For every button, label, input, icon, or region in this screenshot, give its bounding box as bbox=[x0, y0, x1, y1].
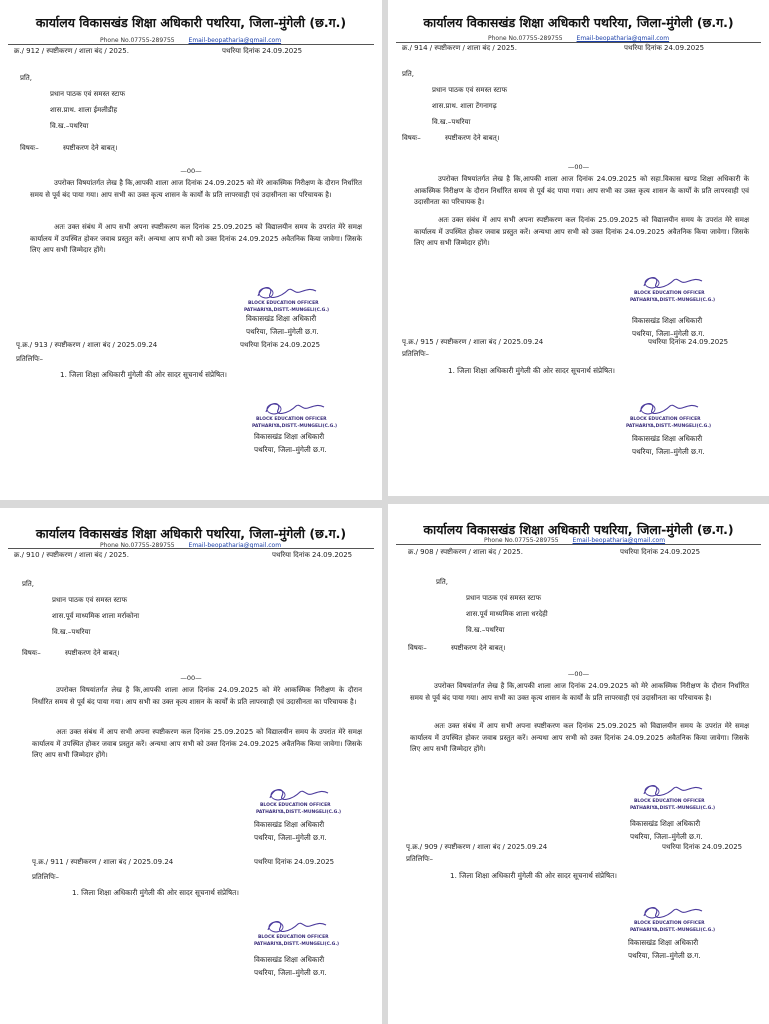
phone-number: Phone No.07755-289755 bbox=[100, 37, 175, 44]
email-link[interactable]: Email-beopatharia@gmail.com bbox=[188, 542, 282, 549]
copy-label: प्रतिलिपिः– bbox=[16, 355, 44, 363]
signer-place: पथरिया, जिला–मुंगेली छ.ग. bbox=[254, 833, 327, 842]
signature-block bbox=[630, 817, 703, 843]
copy-recipient: 1. जिला शिक्षा अधिकारी मुंगेली की ओर सादर सूचनार्थ संप्रेषित। bbox=[448, 366, 615, 375]
letter-page bbox=[0, 0, 382, 500]
reference-line bbox=[408, 548, 759, 557]
addressee-line: वि.ख.–पथरिया bbox=[52, 628, 91, 636]
copy-reference-date: पथरिया दिनांक 24.09.2025 bbox=[240, 341, 321, 349]
body-paragraph-2: अतः उक्त संबंध में आप सभी अपना स्पष्टीकरण कल दिनांक 25.09.2025 को विद्यालयीन समय के उपरांत मेरे समक्ष कार्यालय में उपस्थित होकर जवाब प्रस्तुत करें। अन्यथा आप सभी को उक्त दिनांक 24.09.2025 अवैतनिक किया जावेगा। जिसके लिए आप सभी जिम्मेदार होंगे। bbox=[30, 223, 362, 254]
copy-reference-line bbox=[402, 338, 759, 347]
stamp-line-2: PATHARIYA,DISTT.-MUNGELI(C.G.) bbox=[626, 424, 712, 429]
to-label: प्रति, bbox=[436, 578, 449, 586]
copy-reference-line bbox=[406, 843, 759, 852]
stamp-line-1: BLOCK EDUCATION OFFICER bbox=[256, 417, 327, 422]
signer-place: पथरिया, जिला–मुंगेली छ.ग. bbox=[246, 327, 319, 336]
divider-mark: —00— bbox=[567, 163, 590, 171]
addressee-line: वि.ख.–पथरिया bbox=[432, 118, 471, 126]
divider-mark: —00— bbox=[567, 670, 590, 678]
signature-stamp bbox=[252, 784, 342, 816]
office-title: कार्यालय विकासखंड शिक्षा अधिकारी पथरिया, जिला-मुंगेली (छ.ग.) bbox=[423, 522, 734, 537]
header-rule bbox=[8, 548, 374, 549]
email-link[interactable]: Email-beopatharia@gmail.com bbox=[572, 537, 666, 544]
stamp-line-2: PATHARIYA,DISTT.-MUNGELI(C.G.) bbox=[244, 308, 330, 313]
signer-title: विकासखंड शिक्षा अधिकारी bbox=[630, 819, 701, 828]
stamp-line-2: PATHARIYA,DISTT.-MUNGELI(C.G.) bbox=[256, 810, 342, 815]
addressee-line: शास.पूर्व माध्यमिक शाला मर्राकोना bbox=[52, 612, 140, 620]
body-paragraph-1: उपरोक्त विषयांतर्गत लेख है कि,आपकी शाला आज दिनांक 24.09.2025 को मेरे आकस्मिक निरीक्षण के दौरान निर्धारित समय से पूर्व बंद पाया गया। आप सभी का उक्त कृत्य शासन के कार्यों के प्रति लापरवाही एवं उदासीनता का परिचायक है। bbox=[410, 682, 749, 702]
copy-recipient: 1. जिला शिक्षा अधिकारी मुंगेली की ओर सादर सूचनार्थ संप्रेषित। bbox=[72, 888, 239, 897]
reference-line bbox=[14, 47, 372, 56]
to-label: प्रति, bbox=[20, 74, 33, 82]
stamp-line-2: PATHARIYA,DISTT.-MUNGELI(C.G.) bbox=[252, 424, 338, 429]
subject-text: स्पष्टीकरण देने बाबत्। bbox=[450, 644, 506, 652]
stamp-line-2: PATHARIYA,DISTT.-MUNGELI(C.G.) bbox=[254, 942, 340, 947]
subject-label: विषयः– bbox=[408, 644, 427, 652]
signature-block bbox=[628, 936, 701, 962]
signer-place: पथरिया, जिला–मुंगेली छ.ग. bbox=[630, 832, 703, 841]
reference-number: क्र./ 908 / स्पष्टीकरण / शाला बंद / 2025. bbox=[408, 548, 523, 556]
signature-stamp bbox=[250, 916, 340, 948]
reference-line bbox=[402, 44, 759, 53]
copy-reference-number: पृ.क्र./ 913 / स्पष्टीकरण / शाला बंद / 2025.09.24 bbox=[16, 341, 158, 349]
copy-reference-line bbox=[16, 341, 372, 350]
copy-label: प्रतिलिपिः– bbox=[32, 873, 60, 881]
header-rule bbox=[396, 42, 761, 43]
contact-line bbox=[488, 35, 669, 42]
addressee-line: प्रधान पाठक एवं समस्त स्टाफ bbox=[432, 86, 507, 94]
stamp-line-2: PATHARIYA,DISTT.-MUNGELI(C.G.) bbox=[630, 806, 716, 811]
stamp-line-1: BLOCK EDUCATION OFFICER bbox=[260, 803, 331, 808]
addressee-block bbox=[436, 574, 548, 638]
subject-line bbox=[408, 644, 505, 653]
contact-line bbox=[484, 537, 665, 544]
signer-title: विकासखंड शिक्षा अधिकारी bbox=[254, 820, 325, 829]
signer-title: विकासखंड शिक्षा अधिकारी bbox=[254, 432, 325, 441]
copy-recipient: 1. जिला शिक्षा अधिकारी मुंगेली की ओर सादर सूचनार्थ संप्रेषित। bbox=[450, 871, 617, 880]
email-link[interactable]: Email-beopatharia@gmail.com bbox=[188, 37, 282, 44]
office-title: कार्यालय विकासखंड शिक्षा अधिकारी पथरिया, जिला-मुंगेली (छ.ग.) bbox=[35, 526, 347, 541]
subject-label: विषयः– bbox=[20, 144, 39, 152]
body-paragraph-1: उपरोक्त विषयांतर्गत लेख है कि,आपकी शाला आज दिनांक 24.09.2025 को मेरे आकस्मिक निरीक्षण के दौरान निर्धारित समय से पूर्व बंद पाया गया। आप सभी का उक्त कृत्य शासन के कार्यों के प्रति लापरवाही एवं उदासीनता का परिचायक है। bbox=[32, 686, 362, 706]
stamp-line-1: BLOCK EDUCATION OFFICER bbox=[630, 417, 701, 422]
header-rule bbox=[8, 44, 374, 45]
subject-line bbox=[20, 144, 117, 153]
office-title: कार्यालय विकासखंड शिक्षा अधिकारी पथरिया, जिला-मुंगेली (छ.ग.) bbox=[423, 15, 734, 30]
stamp-line-1: BLOCK EDUCATION OFFICER bbox=[634, 921, 705, 926]
addressee-line: प्रधान पाठक एवं समस्त स्टाफ bbox=[466, 594, 541, 602]
addressee-line: वि.ख.–पथरिया bbox=[50, 122, 89, 130]
addressee-line: शास.प्राथ. शाला ईमलीडीह bbox=[50, 106, 118, 114]
body-paragraph-2: अतः उक्त संबंध में आप सभी अपना स्पष्टीकरण कल दिनांक 25.09.2025 को विद्यालयीन समय के उपरांत मेरे समक्ष कार्यालय में उपस्थित होकर जवाब प्रस्तुत करें। अन्यथा आप सभी को उक्त दिनांक 24.09.2025 अवैतनिक किया जावेगा। जिसके लिए आप सभी जिम्मेदार होंगे। bbox=[410, 722, 749, 753]
copy-label: प्रतिलिपिः– bbox=[406, 855, 434, 863]
signature-block bbox=[246, 312, 319, 338]
stamp-line-1: BLOCK EDUCATION OFFICER bbox=[634, 799, 705, 804]
copy-reference-number: पृ.क्र./ 911 / स्पष्टीकरण / शाला बंद / 2025.09.24 bbox=[32, 858, 174, 866]
phone-number: Phone No.07755-289755 bbox=[100, 542, 175, 549]
reference-number: क्र./ 912 / स्पष्टीकरण / शाला बंद / 2025. bbox=[14, 47, 129, 55]
stamp-line-2: PATHARIYA,DISTT.-MUNGELI(C.G.) bbox=[630, 928, 716, 933]
subject-line bbox=[402, 134, 499, 143]
signature-stamp bbox=[248, 398, 338, 430]
reference-date: पथरिया दिनांक 24.09.2025 bbox=[624, 44, 705, 52]
signature-stamp bbox=[240, 282, 330, 314]
signature-block bbox=[632, 432, 705, 458]
signer-title: विकासखंड शिक्षा अधिकारी bbox=[246, 314, 317, 323]
stamp-line-1: BLOCK EDUCATION OFFICER bbox=[258, 935, 329, 940]
subject-label: विषयः– bbox=[22, 649, 41, 657]
copy-reference-number: पृ.क्र./ 915 / स्पष्टीकरण / शाला बंद / 2025.09.24 bbox=[402, 338, 544, 346]
signature-block bbox=[254, 953, 327, 979]
addressee-line: शास.प्राथ. शाला टेंगनागढ़ bbox=[432, 102, 497, 110]
body-paragraph-2: अतः उक्त संबंध में आप सभी अपना स्पष्टीकरण कल दिनांक 25.09.2025 को विद्यालयीन समय के उपरांत मेरे समक्ष कार्यालय में उपस्थित होकर जवाब प्रस्तुत करें। अन्यथा आप सभी को उक्त दिनांक 24.09.2025 अवैतनिक किया जावेगा। जिसके लिए आप सभी जिम्मेदार होंगे। bbox=[414, 216, 749, 247]
to-label: प्रति, bbox=[402, 70, 415, 78]
reference-line bbox=[14, 551, 372, 560]
signature-block bbox=[254, 430, 327, 456]
copy-reference-date: पथरिया दिनांक 24.09.2025 bbox=[254, 858, 335, 866]
subject-text: स्पष्टीकरण देने बाबत्। bbox=[62, 144, 118, 152]
contact-line bbox=[100, 37, 281, 44]
reference-date: पथरिया दिनांक 24.09.2025 bbox=[222, 47, 303, 55]
addressee-line: प्रधान पाठक एवं समस्त स्टाफ bbox=[52, 596, 127, 604]
signature-stamp bbox=[626, 902, 716, 934]
signer-title: विकासखंड शिक्षा अधिकारी bbox=[632, 316, 703, 325]
letter-page bbox=[388, 0, 769, 496]
addressee-line: शास.पूर्व माध्यमिक शाला धरदेही bbox=[466, 610, 548, 618]
addressee-block bbox=[20, 70, 125, 134]
subject-label: विषयः– bbox=[402, 134, 421, 142]
signature-stamp bbox=[626, 780, 716, 812]
addressee-line: प्रधान पाठक एवं समस्त स्टाफ bbox=[50, 90, 125, 98]
copy-reference-line bbox=[32, 858, 372, 867]
addressee-line: वि.ख.–पथरिया bbox=[466, 626, 505, 634]
signature-block bbox=[254, 818, 327, 844]
subject-text: स्पष्टीकरण देने बाबत्। bbox=[64, 649, 120, 657]
to-label: प्रति, bbox=[22, 580, 35, 588]
letter-page bbox=[388, 504, 769, 1024]
signer-place: पथरिया, जिला–मुंगेली छ.ग. bbox=[254, 968, 327, 977]
body-paragraph-1: उपरोक्त विषयांतर्गत लेख है कि,आपकी शाला आज दिनांक 24.09.2025 को सहा.विकास खण्ड शिक्षा अधिकारी के आकस्मिक निरीक्षण के दौरान निर्धारित समय से पूर्व बंद पाया गया। आप सभी का उक्त कृत्य शासन के कार्यों के प्रति लापरवाही एवं उदासीनता का परिचायक है। bbox=[414, 175, 749, 206]
reference-date: पथरिया दिनांक 24.09.2025 bbox=[272, 551, 353, 559]
divider-mark: —00— bbox=[180, 674, 202, 682]
signer-title: विकासखंड शिक्षा अधिकारी bbox=[628, 938, 699, 947]
subject-text: स्पष्टीकरण देने बाबत्। bbox=[444, 134, 500, 142]
stamp-line-2: PATHARIYA,DISTT.-MUNGELI(C.G.) bbox=[630, 298, 716, 303]
signer-place: पथरिया, जिला–मुंगेली छ.ग. bbox=[628, 951, 701, 960]
office-title: कार्यालय विकासखंड शिक्षा अधिकारी पथरिया, जिला-मुंगेली (छ.ग.) bbox=[35, 15, 347, 30]
copy-recipient: 1. जिला शिक्षा अधिकारी मुंगेली की ओर सादर सूचनार्थ संप्रेषित। bbox=[60, 370, 227, 379]
addressee-block bbox=[22, 576, 139, 640]
subject-line bbox=[22, 649, 119, 658]
phone-number: Phone No.07755-289755 bbox=[488, 35, 563, 42]
reference-date: पथरिया दिनांक 24.09.2025 bbox=[620, 548, 701, 556]
divider-mark: —00— bbox=[180, 167, 202, 175]
signer-place: पथरिया, जिला–मुंगेली छ.ग. bbox=[632, 447, 705, 456]
signer-title: विकासखंड शिक्षा अधिकारी bbox=[632, 434, 703, 443]
header-rule bbox=[396, 544, 761, 545]
signature-block bbox=[632, 314, 705, 340]
signature-stamp bbox=[626, 272, 716, 304]
signer-title: विकासखंड शिक्षा अधिकारी bbox=[254, 955, 325, 964]
reference-number: क्र./ 914 / स्पष्टीकरण / शाला बंद / 2025. bbox=[402, 44, 517, 52]
copy-reference-date: पथरिया दिनांक 24.09.2025 bbox=[648, 338, 729, 346]
email-link[interactable]: Email-beopatharia@gmail.com bbox=[576, 35, 670, 42]
reference-number: क्र./ 910 / स्पष्टीकरण / शाला बंद / 2025. bbox=[14, 551, 129, 559]
letter-page bbox=[0, 508, 382, 1024]
copy-reference-date: पथरिया दिनांक 24.09.2025 bbox=[662, 843, 743, 851]
signer-place: पथरिया, जिला–मुंगेली छ.ग. bbox=[254, 445, 327, 454]
stamp-line-1: BLOCK EDUCATION OFFICER bbox=[248, 301, 319, 306]
copy-label: प्रतिलिपिः– bbox=[402, 350, 430, 358]
addressee-block bbox=[402, 66, 507, 130]
phone-number: Phone No.07755-289755 bbox=[484, 537, 559, 544]
signature-stamp bbox=[622, 398, 712, 430]
body-paragraph-2: अतः उक्त संबंध में आप सभी अपना स्पष्टीकरण कल दिनांक 25.09.2025 को विद्यालयीन समय के उपरांत मेरे समक्ष कार्यालय में उपस्थित होकर जवाब प्रस्तुत करें। अन्यथा आप सभी को उक्त दिनांक 24.09.2025 अवैतनिक किया जावेगा। जिसके लिए आप सभी जिम्मेदार होंगे। bbox=[32, 728, 362, 759]
copy-reference-number: पृ.क्र./ 909 / स्पष्टीकरण / शाला बंद / 2025.09.24 bbox=[406, 843, 548, 851]
body-paragraph-1: उपरोक्त विषयांतर्गत लेख है कि,आपकी शाला आज दिनांक 24.09.2025 को मेरे आकस्मिक निरीक्षण के दौरान निर्धारित समय से पूर्व बंद पाया गया। आप सभी का उक्त कृत्य शासन के कार्यों के प्रति लापरवाही एवं उदासीनता का परिचायक है। bbox=[30, 179, 362, 199]
stamp-line-1: BLOCK EDUCATION OFFICER bbox=[634, 291, 705, 296]
signer-place: पथरिया, जिला–मुंगेली छ.ग. bbox=[632, 329, 705, 338]
